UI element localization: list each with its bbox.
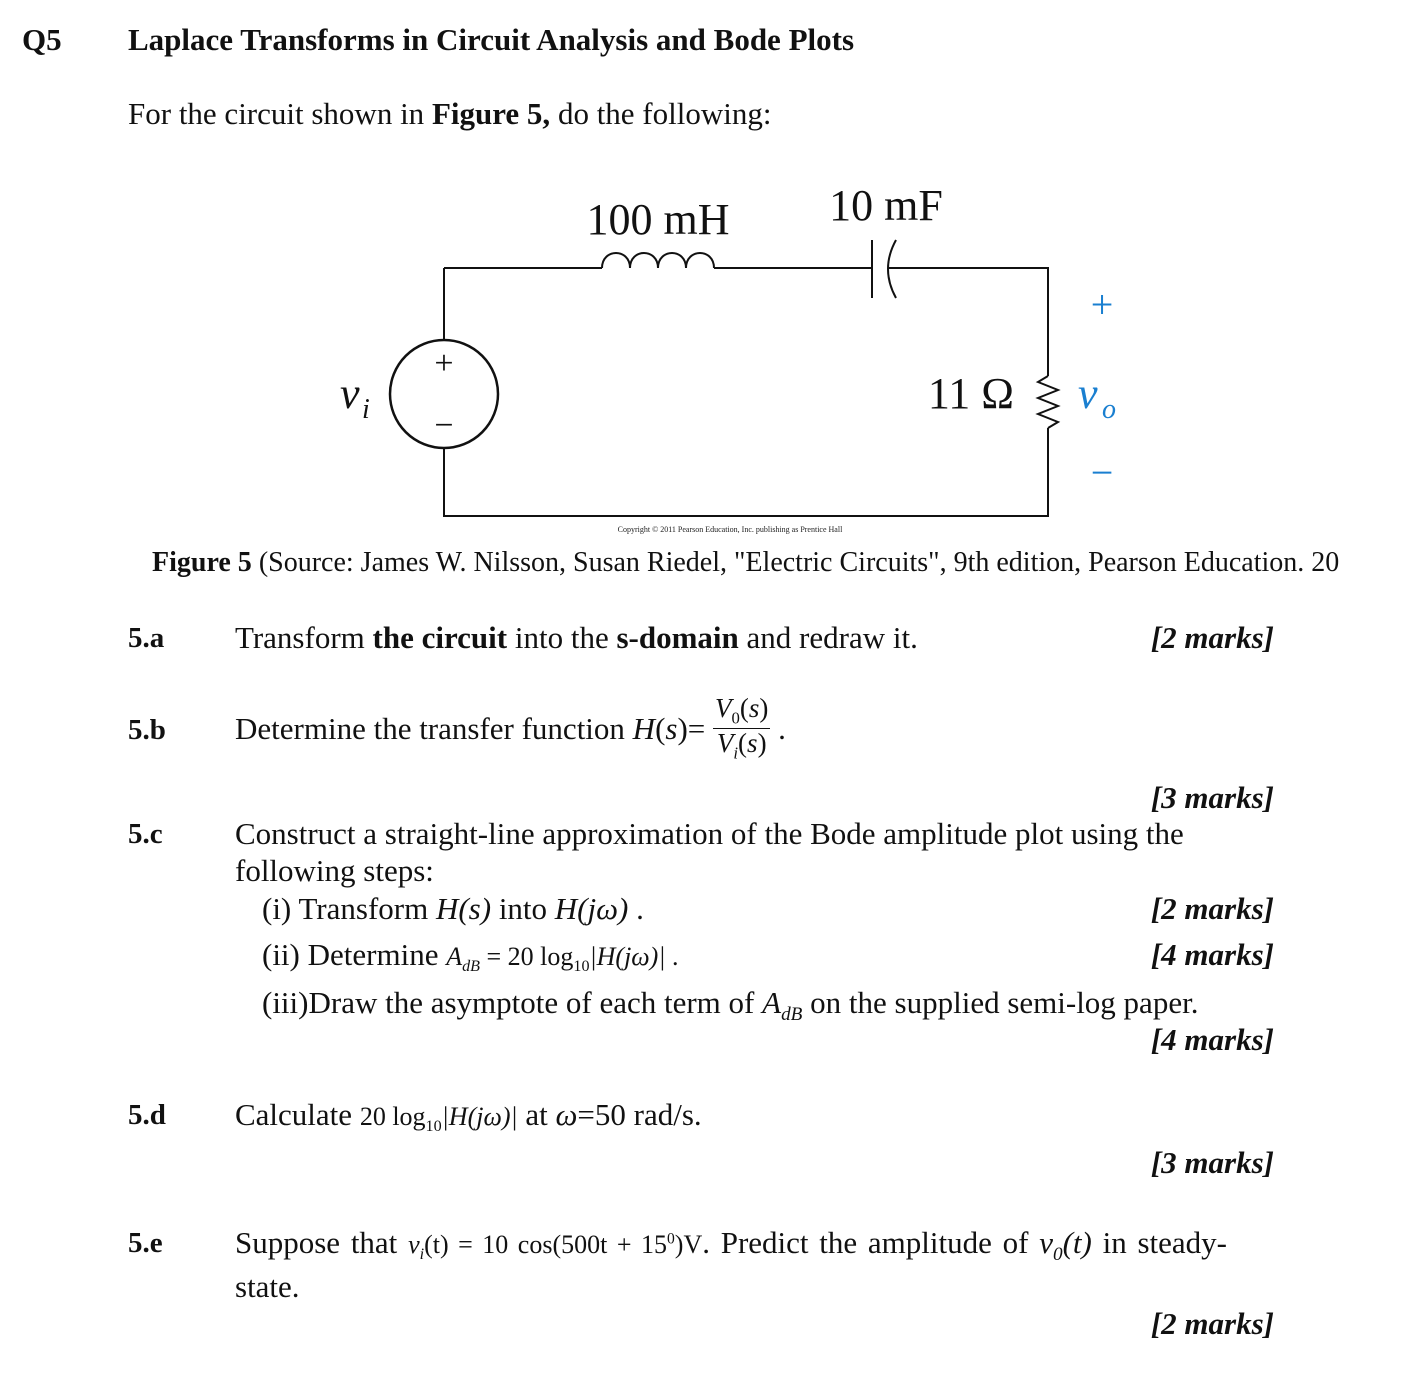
part-e-text1: Suppose that xyxy=(235,1225,409,1260)
part-c-iii-marks: [4 marks] xyxy=(1150,1022,1274,1057)
part-c-number: 5.c xyxy=(128,818,163,850)
part-c-i: (i) Transform H(s) into H(jω) . xyxy=(262,891,644,926)
part-e-vo: v xyxy=(1039,1225,1053,1260)
part-c-ii xyxy=(262,937,678,976)
part-c-iii-text2: on the supplied semi-log paper. xyxy=(802,985,1199,1020)
tf-den-V: V xyxy=(716,728,734,759)
part-a-b2: s-domain xyxy=(616,620,739,655)
part-e-number: 5.e xyxy=(128,1227,163,1259)
math-d-absH: |H(jω)| xyxy=(441,1102,518,1131)
source-label: v xyxy=(340,369,360,418)
tf-num-sub: 0 xyxy=(731,708,740,728)
part-c-ii-marks: [4 marks] xyxy=(1150,937,1274,972)
part-c-i-marks: [2 marks] xyxy=(1150,891,1274,926)
resistor-label: 11 Ω xyxy=(927,369,1014,418)
part-e-text3: in steady- xyxy=(1091,1225,1227,1260)
question-number: Q5 xyxy=(22,22,62,57)
copyright-note: Copyright © 2011 Pearson Education, Inc. publishing as Prentice Hall xyxy=(617,525,843,534)
tf-H: H xyxy=(632,711,656,747)
part-a-b1: the circuit xyxy=(372,620,508,655)
intro-figure-ref: Figure 5, xyxy=(431,96,551,131)
part-d-text xyxy=(235,1097,702,1136)
transfer-function-lhs: H(s)= xyxy=(632,711,706,747)
tf-num-s: s xyxy=(748,693,760,723)
inductor-label: 100 mH xyxy=(586,195,730,244)
part-a-number: 5.a xyxy=(128,622,165,654)
math-e-end: )V xyxy=(674,1230,703,1259)
part-a-t2: into the xyxy=(507,620,617,655)
tf-num-V: V xyxy=(715,693,732,723)
intro-suffix: do the following: xyxy=(550,96,772,131)
part-c-iii xyxy=(262,985,1198,1026)
part-e-vo-t: (t) xyxy=(1062,1225,1092,1260)
tf-den-sub: i xyxy=(733,743,739,763)
part-e-text xyxy=(235,1225,1227,1266)
tf-den-s: s xyxy=(747,728,758,759)
part-a-text xyxy=(235,620,918,656)
math-H-jw: H(jω) xyxy=(554,891,629,926)
capacitor-label: 10 mF xyxy=(829,181,943,230)
math-e-degree: 0 xyxy=(667,1230,675,1248)
figure-caption-source: (Source: James W. Nilsson, Susan Riedel, "Electric Circuits", 9th edition, Pearson Education. 20 xyxy=(251,547,1340,578)
tf-equals: = xyxy=(687,711,706,747)
part-e-vo-sub: 0 xyxy=(1052,1244,1063,1266)
math-e-v: v xyxy=(408,1230,420,1259)
part-b-marks: [3 marks] xyxy=(1150,780,1274,815)
math-adb-equation: $A_{dB} = 20$ $\log_{10}|H(j\omega)|$ . xyxy=(446,942,679,976)
part-c-line2: following steps: xyxy=(235,853,434,888)
math-d-20log xyxy=(359,1102,518,1136)
math-d-20log-text: 20 log xyxy=(359,1102,426,1131)
source-minus-sign: − xyxy=(434,407,454,444)
output-minus-sign: − xyxy=(1090,450,1114,495)
math-d-log-sub: 10 xyxy=(425,1118,442,1136)
math-adb-A: A xyxy=(446,942,463,971)
part-e-marks: [2 marks] xyxy=(1150,1306,1274,1341)
part-d-text3: =50 rad/s. xyxy=(577,1097,702,1132)
part-e-text2: . Predict the amplitude of xyxy=(702,1225,1040,1260)
math-e-vi xyxy=(408,1230,703,1264)
source-label-sub: i xyxy=(362,394,370,425)
part-c-iii-sub: dB xyxy=(781,1004,803,1026)
part-c-iii-text1: (iii)Draw the asymptote of each term of xyxy=(262,985,763,1020)
source-plus-sign: + xyxy=(434,345,454,382)
math-adb-20log: = 20 log xyxy=(480,942,574,971)
part-d-marks: [3 marks] xyxy=(1150,1145,1274,1180)
part-d-text1: Calculate xyxy=(235,1097,360,1132)
part-b-period: . xyxy=(778,711,786,747)
intro-prefix: For the circuit shown in xyxy=(128,96,432,131)
part-b-prompt: Determine the transfer function xyxy=(235,711,633,747)
part-a-t3: and redraw it. xyxy=(738,620,918,655)
part-c-i-into: into xyxy=(491,891,555,926)
part-c-line1: Construct a straight-line approximation of the Bode amplitude plot using the xyxy=(235,816,1184,851)
transfer-function-fraction xyxy=(713,695,770,762)
math-adb-log-sub: 10 xyxy=(573,958,590,976)
resistor-zigzag xyxy=(1038,376,1058,428)
part-b-text xyxy=(235,695,786,762)
part-c-iii-A: A xyxy=(762,985,782,1020)
part-b-number: 5.b xyxy=(128,714,166,746)
tf-denominator: $V_i(s)$ xyxy=(716,728,767,763)
math-e-rest: (t) = 10 cos(500t + 15 xyxy=(424,1230,667,1259)
output-label: v xyxy=(1078,369,1098,418)
part-c-ii-text: (ii) Determine xyxy=(262,937,447,972)
math-adb-absH: |H(jω)| xyxy=(589,942,666,971)
part-d-omega: ω xyxy=(555,1097,578,1132)
figure-caption-label: Figure 5 xyxy=(152,547,252,578)
part-a-marks: [2 marks] xyxy=(1150,620,1274,655)
part-d-number: 5.d xyxy=(128,1099,166,1131)
math-H-s: H(s) xyxy=(435,891,492,926)
tf-numerator: $V_0(s)$ xyxy=(715,693,769,728)
output-plus-sign: + xyxy=(1090,282,1114,327)
circuit-wire-top-right xyxy=(888,268,1048,376)
part-d-text2: at xyxy=(517,1097,556,1132)
intro xyxy=(128,96,771,132)
inductor-coil xyxy=(602,253,714,268)
part-c-i-text: (i) Transform xyxy=(262,891,436,926)
question-title: Laplace Transforms in Circuit Analysis and Bode Plots xyxy=(128,22,855,57)
circuit-diagram xyxy=(330,180,1130,540)
math-adb-sub: dB xyxy=(462,958,480,976)
figure-caption xyxy=(152,547,1339,579)
circuit-wire-bottom xyxy=(444,428,1048,516)
part-a-t1: Transform xyxy=(235,620,373,655)
tf-s: s xyxy=(665,711,678,747)
math-e-v-sub: i xyxy=(419,1246,425,1264)
part-e-line2: state. xyxy=(235,1269,300,1304)
output-label-sub: o xyxy=(1102,394,1116,425)
